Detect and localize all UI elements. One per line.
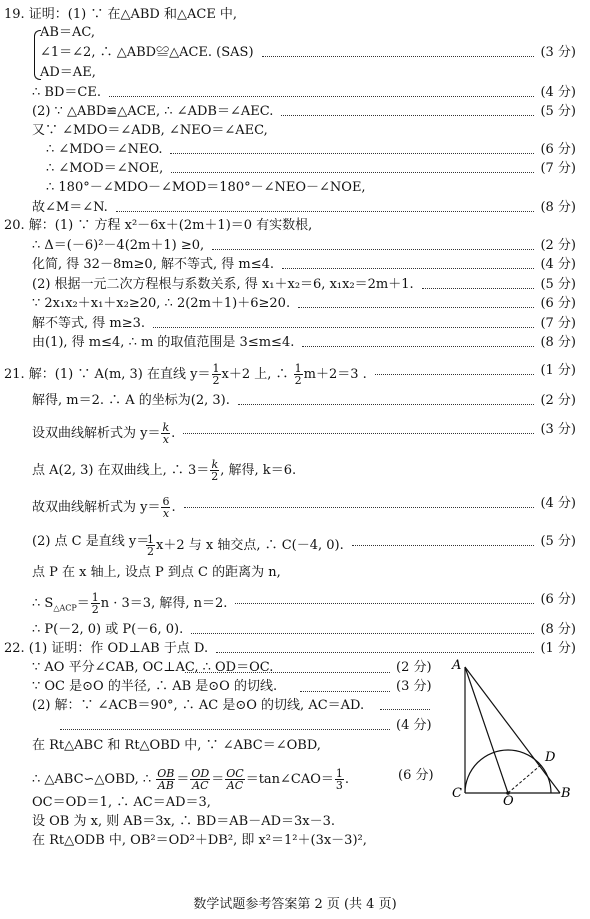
leader-dots — [422, 288, 534, 289]
answer-line: OC＝OD＝1, ∴ AC＝AD＝3, — [32, 795, 211, 810]
answer-line: 解不等式, 得 m≥3. — [32, 316, 146, 331]
leader-dots — [262, 56, 534, 57]
answer-line: ∵ AO 平分∠CAB, OC⊥AC, ∴ OD＝OC. — [32, 660, 274, 675]
answer-line: 20. 解：(1) ∵ 方程 x²－6x＋(2m＋1)＝0 有实数根, — [4, 218, 313, 233]
answer-line: (2) 点 C 是直线 y＝ — [32, 534, 150, 549]
score-label: (4 分) — [540, 257, 576, 272]
answer-line: ∵ 2x₁x₂＋x₁＋x₂≥20, ∴ 2(2m＋1)＋6≥20. — [32, 296, 291, 311]
answer-line: (2) 根据一元二次方程根与系数关系, 得 x₁＋x₂＝6, x₁x₂＝2m＋1. — [32, 277, 414, 292]
answer-line: ∴ P(－2, 0) 或 P(－6, 0). — [32, 622, 184, 637]
q21-line-4: 点 A(2, 3) 在双曲线上, ∴ 3＝ $\frac{k}{2}$ , 解得, k＝6. — [32, 458, 297, 483]
leader-dots — [282, 268, 534, 269]
score-label: (7 分) — [540, 316, 576, 331]
leader-dots — [302, 346, 534, 347]
leader-dots — [185, 672, 390, 673]
score-label: (8 分) — [540, 200, 576, 215]
leader-dots — [380, 709, 430, 710]
label-D: D — [545, 750, 556, 765]
answer-line: (2) ∵ △ABD≌△ACE, ∴ ∠ADB＝∠AEC. — [32, 104, 274, 119]
label-O: O — [503, 794, 514, 805]
leader-dots — [171, 172, 534, 173]
answer-line: ∴ ∠MOD＝∠NOE, — [46, 161, 164, 176]
leader-dots — [184, 507, 534, 508]
q22-similar-line: ∴ △ABC∽△OBD, ∴ $\frac{OB}{AB}$ ＝ $\frac{OD}{AC}$ ＝ $\frac{OC}{AC}$ ＝tan∠CAO＝ $\frac{1}{3}$ . — [32, 767, 350, 792]
score-label: (4 分) — [540, 85, 576, 100]
leader-dots — [352, 545, 534, 546]
leader-dots — [375, 374, 534, 375]
score-label: (6 分) — [540, 142, 576, 157]
answer-line: ∴ ∠MDO＝∠NEO. — [46, 142, 163, 157]
leader-dots — [109, 96, 534, 97]
answer-line: 点 P 在 x 轴上, 设点 P 到点 C 的距离为 n, — [32, 565, 281, 580]
leader-dots — [238, 404, 534, 405]
leader-dots — [212, 249, 534, 250]
score-q22-4: (4 分) — [396, 718, 432, 733]
label-A: A — [452, 658, 462, 673]
answer-line: (2) 解：∵ ∠ACB＝90°, ∴ AC 是⊙O 的切线, AC＝AD. — [32, 698, 365, 713]
answer-line: 解得, m＝2. ∴ A 的坐标为(2, 3). — [32, 393, 230, 408]
score-label: (5 分) — [540, 104, 576, 119]
leader-dots — [216, 652, 534, 653]
leader-dots — [235, 603, 534, 604]
score-label: (1 分) — [540, 363, 576, 378]
leader-dots — [60, 729, 390, 730]
label-C: C — [452, 786, 462, 801]
score-label: (6 分) — [540, 592, 576, 607]
answer-line: 设 OB 为 x, 则 AB＝3x, ∴ BD＝AB－AD＝3x－3. — [32, 814, 336, 829]
answer-line: 在 Rt△ABC 和 Rt△OBD 中, ∵ ∠ABC＝∠OBD, — [32, 738, 321, 753]
q21-line-6: $\frac{1}{2}$ x＋2 与 x 轴交点, ∴ C(－4, 0). — [147, 533, 344, 558]
leader-dots — [300, 691, 390, 692]
answer-line: 19. 证明：(1) ∵ 在△ABD 和△ACE 中, — [4, 7, 238, 22]
score-label: (6 分) — [540, 296, 576, 311]
leader-dots — [183, 433, 534, 434]
score-label: (7 分) — [540, 161, 576, 176]
answer-line: AB＝AC, — [40, 25, 95, 40]
score-label: (8 分) — [540, 622, 576, 637]
score-label: (3 分) — [540, 422, 576, 437]
answer-line: ∴ 180°－∠MDO－∠MOD＝180°－∠NEO－∠NOE, — [46, 180, 366, 195]
answer-line: 22. (1) 证明：作 OD⊥AB 于点 D. — [4, 641, 209, 656]
score-label: (5 分) — [540, 534, 576, 549]
leader-dots — [191, 633, 534, 634]
q21-line-5: 故双曲线解析式为 y＝ $\frac{6}{x}$ . — [32, 495, 176, 520]
answer-line: 在 Rt△ODB 中, OB²＝OD²＋DB², 即 x²＝1²＋(3x－3)², — [32, 833, 367, 848]
page-footer: 数学试题参考答案第 2 页 (共 4 页) — [193, 897, 397, 912]
score-label: (2 分) — [540, 238, 576, 253]
equation-brace — [34, 30, 41, 80]
geometry-figure — [448, 655, 580, 805]
answer-line: AD＝AE, — [40, 65, 96, 80]
leader-dots — [170, 153, 534, 154]
leader-dots — [116, 211, 534, 212]
q21-line-3: 设双曲线解析式为 y＝ $\frac{k}{x}$ . — [32, 421, 176, 446]
score-label: (4 分) — [540, 496, 576, 511]
score-q22-3: (3 分) — [396, 679, 432, 694]
score-q22-2: (2 分) — [396, 660, 432, 675]
score-label: (3 分) — [540, 45, 576, 60]
leader-dots — [298, 307, 534, 308]
answer-line: ∠1＝∠2, ∴ △ABD≌△ACE. (SAS) — [40, 45, 254, 60]
q21-line-1: 21. 解：(1) ∵ A(m, 3) 在直线 y＝ $\frac{1}{2}$ x＋2 上, ∴ $\frac{1}{2}$ m＋2＝3 . — [4, 362, 367, 387]
leader-dots — [281, 115, 534, 116]
score-label: (2 分) — [540, 393, 576, 408]
leader-dots — [153, 327, 534, 328]
answer-line: 化简, 得 32－8m≥0, 解不等式, 得 m≤4. — [32, 257, 274, 272]
score-label: (5 分) — [540, 277, 576, 292]
answer-line: ∴ BD＝CE. — [32, 85, 101, 100]
answer-line: 又∵ ∠MDO＝∠ADB, ∠NEO＝∠AEC, — [32, 123, 268, 138]
score-label: (1 分) — [540, 641, 576, 656]
answer-line: 由(1), 得 m≤4, ∴ m 的取值范围是 3≤m≤4. — [32, 335, 295, 350]
score-q22-6: (6 分) — [398, 768, 434, 783]
score-label: (8 分) — [540, 335, 576, 350]
answer-line: ∴ Δ＝(－6)²－4(2m＋1) ≥0, — [32, 238, 205, 253]
q21-line-7: ∴ $S_{\triangle ACP}=$ $\frac{1}{2}$ n · 3＝3, 解得, n＝2. — [32, 591, 228, 616]
answer-line: ∵ OC 是⊙O 的半径, ∴ AB 是⊙O 的切线. — [32, 679, 278, 694]
answer-line: 故∠M＝∠N. — [32, 200, 108, 215]
label-B: B — [561, 786, 571, 801]
